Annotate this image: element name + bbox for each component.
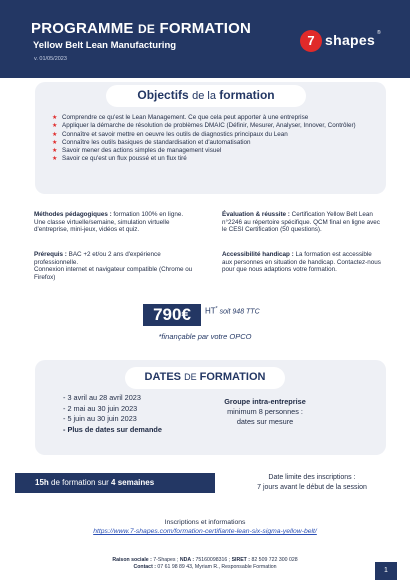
list-item: ★ Comprendre ce qu'est le Lean Management. Ce que cela peut apporter à une entreprise [52, 114, 309, 121]
dates-title: DATES DE FORMATION [144, 371, 266, 383]
list-item: - 5 juin au 30 juin 2023 [63, 414, 137, 423]
star-icon: ★ [52, 148, 58, 155]
dates-list [63, 393, 162, 435]
list-item: ★ Connaître les outils basiques de standardisation et d'automatisation [52, 138, 251, 146]
accessibility-block: Accessibilité handicap : La formation est accessible aux personnes en situation de handicap. Contactez-nous pour que nous adaptions votre formation. [222, 251, 381, 273]
intra-enterprise-block: Groupe intra-entreprise minimum 8 personnes : dates sur mesure [224, 397, 306, 426]
star-icon: ★ [52, 156, 58, 163]
registration-deadline: Date limite des inscriptions : 7 jours avant le début de la session [257, 474, 367, 491]
inscriptions-link[interactable]: https://www.7-shapes.com/formation-certifiante-lean-six-sigma-yellow-belt/ [93, 528, 317, 535]
methods-block: Méthodes pédagogiques : formation 100% en ligne. Une classe virtuelle/semaine, simulation virtuelle d'entreprise, mini-jeux, vidéos et quiz. [34, 211, 184, 233]
star-icon: ★ [52, 115, 58, 121]
document-subtitle: Yellow Belt Lean Manufacturing [33, 40, 177, 51]
price-funding-note: *finançable par votre OPCO [158, 332, 252, 341]
list-item: - 2 mai au 30 juin 2023 [63, 403, 138, 413]
list-item: ★ Connaître et savoir mettre en oeuvre les outils de diagnostics principaux du Lean [52, 130, 288, 138]
page-number: 1 [375, 562, 397, 580]
star-icon: ★ [52, 123, 58, 130]
seven-shapes-logo [300, 30, 382, 52]
logo-registered-mark: ® [377, 30, 381, 36]
version-label: v. 01/05/2023 [34, 56, 67, 62]
star-icon: ★ [52, 131, 58, 138]
price-ht: HT* soit 948 TTC [205, 306, 260, 316]
star-icon: ★ [52, 139, 58, 146]
footer-legal: Raison sociale : 7-Shapes ; NDA : 75160098316 ; SIRET : 82 509 722 300 028 Contact : 07 61 98 89 43, Myriam R., Responsable Formation [112, 557, 298, 571]
logo-number: 7 [300, 30, 322, 52]
objectives-list [52, 114, 382, 164]
list-item: - Plus de dates sur demande [63, 424, 162, 434]
document-title: PROGRAMME DE FORMATION [31, 20, 251, 37]
header-banner [0, 0, 410, 78]
inscriptions-label: Inscriptions et informations [164, 519, 246, 526]
list-item: - 3 avril au 28 avril 2023 [63, 393, 141, 402]
list-item: ★ Savoir mener des actions simples de management visuel [52, 147, 222, 155]
list-item: ★ Appliquer la démarche de résolution de problèmes DMAIC (Définir, Mesurer, Analyser, Innover, Contrôler) [52, 122, 356, 130]
duration-banner: 15h de formation sur 4 semaines [15, 473, 215, 493]
objectives-title: Objectifs de la formation [137, 88, 275, 102]
prerequisites-block: Prérequis : BAC +2 et/ou 2 ans d'expérience professionnelle. Connexion internet et navigateur compatible (Chrome ou Firefox) [34, 251, 193, 281]
evaluation-block: Évaluation & réussite : Certification Yellow Belt Lean n°2246 au répertoire spécifique. QCM final en ligne avec le CESI Certification (50 questions). [222, 211, 380, 233]
logo-text: shapes [325, 32, 376, 48]
price-amount: 790€ [143, 304, 201, 326]
list-item: ★ Savoir ce qu'est un flux poussé et un flux tiré [52, 155, 187, 163]
